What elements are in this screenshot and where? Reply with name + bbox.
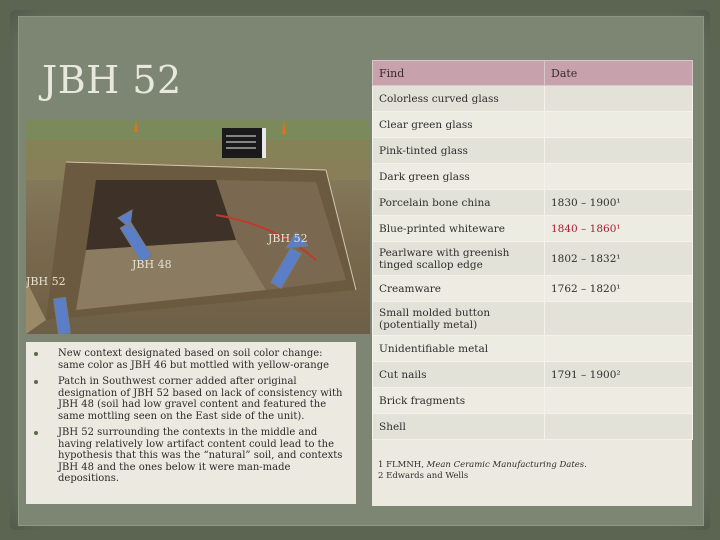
table-row [373,388,693,414]
table-row [373,164,693,190]
bullet-icon [34,352,38,356]
date-cell [545,138,693,164]
note-item [58,376,356,422]
column-header-date: Date [545,61,693,86]
photo-label-jbh52-left: JBH 52 [26,275,66,288]
table-row [373,336,693,362]
find-cell: Pearlware with greenish tinged scallop edge [373,242,545,276]
excavation-photo-art [26,120,370,334]
date-cell: 1830 – 1900¹ [545,190,693,216]
find-cell: Shell [373,414,545,440]
notes-list [26,348,356,485]
table-header-row [373,61,693,86]
find-cell: Cut nails [373,362,545,388]
excavation-photo [26,120,370,334]
date-cell [545,164,693,190]
find-cell: Creamware [373,276,545,302]
footnote-1: 1 FLMNH, Mean Ceramic Manufacturing Dates. [378,460,587,470]
footnotes [378,460,587,482]
date-cell [545,336,693,362]
table-row [373,242,693,276]
table-row [373,414,693,440]
note-item [58,348,356,371]
photo-label-jbh48: JBH 48 [132,258,172,271]
slide-title: JBH 52 [42,58,182,102]
table-row [373,190,693,216]
column-header-find: Find [373,61,545,86]
find-cell: Pink-tinted glass [373,138,545,164]
find-cell: Small molded button (potentially metal) [373,302,545,336]
date-cell: 1791 – 1900² [545,362,693,388]
find-cell: Colorless curved glass [373,86,545,112]
finds-table-panel [372,60,692,506]
find-cell: Brick fragments [373,388,545,414]
finds-table [372,60,693,440]
table-row [373,276,693,302]
table-row [373,302,693,336]
find-cell: Unidentifiable metal [373,336,545,362]
note-item [58,427,356,485]
date-cell [545,388,693,414]
bullet-icon [34,380,38,384]
date-cell: 1802 – 1832¹ [545,242,693,276]
note-text: JBH 52 surrounding the contexts in the middle and having relatively low artifact content could lead to the hypothesis that this was the “natural” soil, and contexts JBH 48 and the ones below it were man-made depositions. [58,427,343,484]
table-row [373,216,693,242]
notes-box [26,342,356,504]
bullet-icon [34,431,38,435]
date-cell [545,302,693,336]
photo-label-jbh52: JBH 52 [268,232,308,245]
date-cell: 1840 – 1860¹ [545,216,693,242]
date-cell [545,86,693,112]
find-cell: Clear green glass [373,112,545,138]
note-text: Patch in Southwest corner added after original designation of JBH 52 based on lack of consistency with JBH 48 (soil had low gravel content and featured the same mottling seen on the East side of the unit). [58,376,343,422]
footnote-2: 2 Edwards and Wells [378,471,469,481]
table-row [373,362,693,388]
find-cell: Porcelain bone china [373,190,545,216]
note-text: New context designated based on soil color change: same color as JBH 46 but mottled with yellow-orange [58,348,330,371]
table-row [373,112,693,138]
find-cell: Blue-printed whiteware [373,216,545,242]
table-row [373,138,693,164]
date-cell: 1762 – 1820¹ [545,276,693,302]
table-row [373,86,693,112]
date-cell [545,414,693,440]
date-cell [545,112,693,138]
find-cell: Dark green glass [373,164,545,190]
